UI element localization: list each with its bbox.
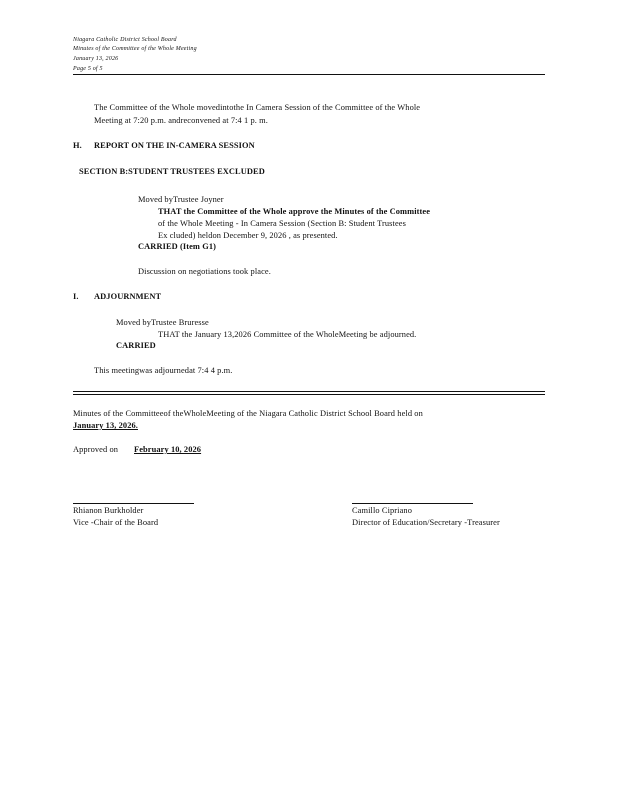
header-page: Page 5 of 5: [73, 66, 103, 72]
minutes-date: January 13, 2026.: [73, 421, 138, 430]
approved-date: February 10, 2026: [134, 445, 202, 454]
header-rule: [73, 74, 545, 75]
intro-line-1: The Committee of the Whole movedintothe In Camera Session of the Committee of the Whole: [94, 103, 421, 112]
approved-label: Approved on: [73, 445, 119, 454]
minutes-statement: Minutes of the Committeeof theWholeMeeting of the Niagara Catholic District School Board held on: [73, 409, 423, 418]
section-h-motion-text-1: THAT the Committee of the Whole approve the Minutes of the Committee: [158, 207, 431, 216]
section-i-letter: I.: [73, 292, 79, 301]
section-h-title: REPORT ON THE IN-CAMERA SESSION: [94, 141, 255, 150]
footer-rule-bottom: [73, 394, 545, 395]
right-signatory-name: Camillo Cipriano: [352, 506, 412, 515]
section-i-carried: CARRIED: [116, 341, 156, 350]
section-i-title: ADJOURNMENT: [94, 292, 162, 301]
header-org: Niagara Catholic District School Board: [73, 37, 177, 43]
header-meeting: Minutes of the Committee of the Whole Meeting: [73, 46, 197, 52]
left-signatory-title: Vice -Chair of the Board: [73, 518, 159, 527]
section-h-moved: Moved byTrustee Joyner: [138, 195, 224, 204]
section-h-discussion: Discussion on negotiations took place.: [138, 267, 271, 276]
intro-line-2: Meeting at 7:20 p.m. andreconvened at 7:4 1 p. m.: [94, 116, 268, 125]
footer-rule-top: [73, 391, 545, 392]
section-h-subtitle: SECTION B:STUDENT TRUSTEES EXCLUDED: [79, 167, 265, 176]
section-i-motion: THAT the January 13,2026 Committee of the WholeMeeting be adjourned.: [158, 330, 417, 339]
left-signature-line: [73, 503, 194, 504]
right-signatory-title: Director of Education/Secretary -Treasurer: [352, 518, 500, 527]
section-h-letter: H.: [73, 141, 82, 150]
section-h-motion-line-2: of the Whole Meeting - In Camera Session (Section B: Student Trustees: [158, 219, 406, 228]
closing-statement: This meetingwas adjournedat 7:4 4 p.m.: [94, 366, 233, 375]
header-date: January 13, 2026: [73, 56, 119, 62]
right-signature-line: [352, 503, 473, 504]
section-h-carried: CARRIED (Item G1): [138, 242, 216, 251]
section-h-motion-line-1: [158, 207, 430, 216]
section-i-moved: Moved byTrustee Bruresse: [116, 318, 209, 327]
left-signatory-name: Rhianon Burkholder: [73, 506, 144, 515]
section-h-motion-line-3: Ex cluded) heldon December 9, 2026 , as presented.: [158, 231, 338, 240]
